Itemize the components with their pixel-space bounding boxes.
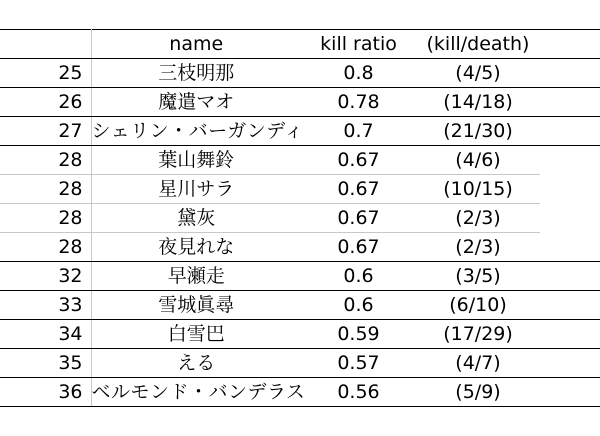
- kill-death-cell: (4/5): [416, 59, 540, 88]
- kill-ratio-cell: 0.56: [301, 378, 416, 407]
- table-row: [0, 262, 600, 291]
- kill-ratio-table: [0, 29, 600, 407]
- kill-ratio-cell: 0.7: [301, 117, 416, 146]
- name-cell: 夜見れな: [91, 233, 301, 262]
- rank-cell: 28: [0, 204, 91, 233]
- rank-cell: 25: [0, 59, 91, 88]
- kill-death-cell: (6/10): [416, 291, 540, 320]
- kill-ratio-cell: 0.67: [301, 233, 416, 262]
- table-header-row: [0, 30, 600, 59]
- kill-death-cell: (2/3): [416, 204, 540, 233]
- table-edge-cell: [540, 59, 600, 88]
- kill-death-cell: (4/6): [416, 146, 540, 175]
- kill-ratio-cell: 0.59: [301, 320, 416, 349]
- table-edge-cell: [540, 349, 600, 378]
- table-edge-cell: [540, 88, 600, 117]
- table-edge-cell: [540, 233, 600, 262]
- table-row: [0, 291, 600, 320]
- table-edge-cell: [540, 204, 600, 233]
- kill-ratio-cell: 0.6: [301, 291, 416, 320]
- name-cell: 星川サラ: [91, 175, 301, 204]
- rank-header: [0, 30, 91, 59]
- table-row: [0, 117, 600, 146]
- table-edge-cell: [540, 378, 600, 407]
- kill-ratio-cell: 0.67: [301, 175, 416, 204]
- kill-death-cell: (5/9): [416, 378, 540, 407]
- table-row: [0, 59, 600, 88]
- name-cell: ベルモンド・バンデラス: [91, 378, 301, 407]
- name-cell: 白雪巴: [91, 320, 301, 349]
- kill-death-cell: (3/5): [416, 262, 540, 291]
- table-edge-cell: [540, 291, 600, 320]
- name-cell: える: [91, 349, 301, 378]
- table-edge-cell: [540, 262, 600, 291]
- table-edge-cell: [540, 320, 600, 349]
- name-cell: 葉山舞鈴: [91, 146, 301, 175]
- table-row: [0, 88, 600, 117]
- kill-death-cell: (21/30): [416, 117, 540, 146]
- name-cell: 三枝明那: [91, 59, 301, 88]
- table-row: [0, 146, 600, 175]
- kill-ratio-cell: 0.78: [301, 88, 416, 117]
- rank-cell: 34: [0, 320, 91, 349]
- kill-ratio-cell: 0.67: [301, 204, 416, 233]
- kill-ratio-cell: 0.6: [301, 262, 416, 291]
- table-row: [0, 204, 600, 233]
- table-edge-cell: [540, 30, 600, 59]
- kill-death-cell: (10/15): [416, 175, 540, 204]
- rank-cell: 27: [0, 117, 91, 146]
- kill-death-cell: (17/29): [416, 320, 540, 349]
- kill-ratio-cell: 0.8: [301, 59, 416, 88]
- name-header: name: [91, 30, 301, 59]
- table-edge-cell: [540, 117, 600, 146]
- table-edge-cell: [540, 146, 600, 175]
- kill-death-cell: (2/3): [416, 233, 540, 262]
- kill-death-header: (kill/death): [416, 30, 540, 59]
- rank-cell: 36: [0, 378, 91, 407]
- kill-ratio-cell: 0.57: [301, 349, 416, 378]
- table-row: [0, 320, 600, 349]
- rank-cell: 32: [0, 262, 91, 291]
- table-row: [0, 378, 600, 407]
- table-row: [0, 349, 600, 378]
- rank-cell: 26: [0, 88, 91, 117]
- name-cell: 魔遣マオ: [91, 88, 301, 117]
- name-cell: 早瀬走: [91, 262, 301, 291]
- name-cell: 黛灰: [91, 204, 301, 233]
- kill-ratio-cell: 0.67: [301, 146, 416, 175]
- rank-cell: 28: [0, 233, 91, 262]
- rank-cell: 28: [0, 175, 91, 204]
- table-edge-cell: [540, 175, 600, 204]
- name-cell: 雪城眞尋: [91, 291, 301, 320]
- table-row: [0, 175, 600, 204]
- kill-death-cell: (14/18): [416, 88, 540, 117]
- kill-ratio-header: kill ratio: [301, 30, 416, 59]
- kill-death-cell: (4/7): [416, 349, 540, 378]
- name-cell: シェリン・バーガンディ: [91, 117, 301, 146]
- rank-cell: 35: [0, 349, 91, 378]
- rank-cell: 28: [0, 146, 91, 175]
- table-row: [0, 233, 600, 262]
- rank-cell: 33: [0, 291, 91, 320]
